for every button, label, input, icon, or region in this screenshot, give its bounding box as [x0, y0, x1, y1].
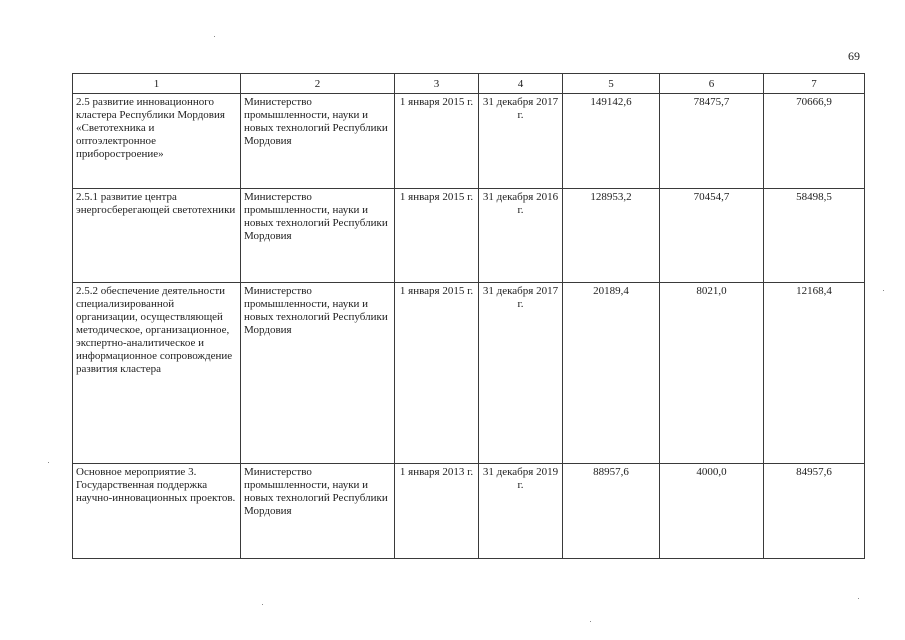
value-col-7: 12168,4 [764, 283, 865, 464]
start-date: 1 января 2015 г. [395, 94, 479, 189]
table-row [73, 464, 865, 559]
header-col-1: 1 [73, 74, 241, 94]
responsible-org: Министерство промышленности, науки и новых технологий Республики Мордовия [241, 283, 395, 464]
scan-speck [883, 290, 884, 291]
responsible-org: Министерство промышленности, науки и новых технологий Республики Мордовия [241, 94, 395, 189]
table-row [73, 189, 865, 283]
scan-speck [262, 604, 263, 605]
value-col-5: 20189,4 [563, 283, 660, 464]
value-col-7: 84957,6 [764, 464, 865, 559]
value-col-6: 8021,0 [660, 283, 764, 464]
scan-speck [590, 621, 591, 622]
end-date: 31 декабря 2019 г. [479, 464, 563, 559]
header-col-5: 5 [563, 74, 660, 94]
value-col-5: 88957,6 [563, 464, 660, 559]
responsible-org: Министерство промышленности, науки и новых технологий Республики Мордовия [241, 464, 395, 559]
table-row [73, 283, 865, 464]
scan-speck [48, 462, 49, 463]
activity-name: Основное мероприятие 3. Государственная поддержка научно-инновационных проектов. [73, 464, 241, 559]
start-date: 1 января 2015 г. [395, 283, 479, 464]
value-col-7: 58498,5 [764, 189, 865, 283]
activity-name: 2.5.1 развитие центра энергосберегающей светотехники [73, 189, 241, 283]
value-col-6: 4000,0 [660, 464, 764, 559]
value-col-6: 78475,7 [660, 94, 764, 189]
activity-name: 2.5 развитие инновационного кластера Республики Мордовия «Светотехника и оптоэлектронное приборостроение» [73, 94, 241, 189]
value-col-5: 128953,2 [563, 189, 660, 283]
start-date: 1 января 2013 г. [395, 464, 479, 559]
start-date: 1 января 2015 г. [395, 189, 479, 283]
scan-speck [858, 598, 859, 599]
end-date: 31 декабря 2017 г. [479, 94, 563, 189]
header-col-6: 6 [660, 74, 764, 94]
value-col-7: 70666,9 [764, 94, 865, 189]
table-row [73, 94, 865, 189]
end-date: 31 декабря 2016 г. [479, 189, 563, 283]
header-col-2: 2 [241, 74, 395, 94]
page-number: 69 [848, 49, 860, 63]
header-col-4: 4 [479, 74, 563, 94]
end-date: 31 декабря 2017 г. [479, 283, 563, 464]
value-col-6: 70454,7 [660, 189, 764, 283]
program-table [72, 73, 865, 559]
responsible-org: Министерство промышленности, науки и новых технологий Республики Мордовия [241, 189, 395, 283]
scan-speck [214, 36, 215, 37]
header-col-7: 7 [764, 74, 865, 94]
value-col-5: 149142,6 [563, 94, 660, 189]
header-col-3: 3 [395, 74, 479, 94]
header-row [73, 74, 865, 94]
activity-name: 2.5.2 обеспечение деятельности специализированной организации, осуществляющей методическое, организационное, экспертно-аналитическое и информационное сопровождение развития кластера [73, 283, 241, 464]
